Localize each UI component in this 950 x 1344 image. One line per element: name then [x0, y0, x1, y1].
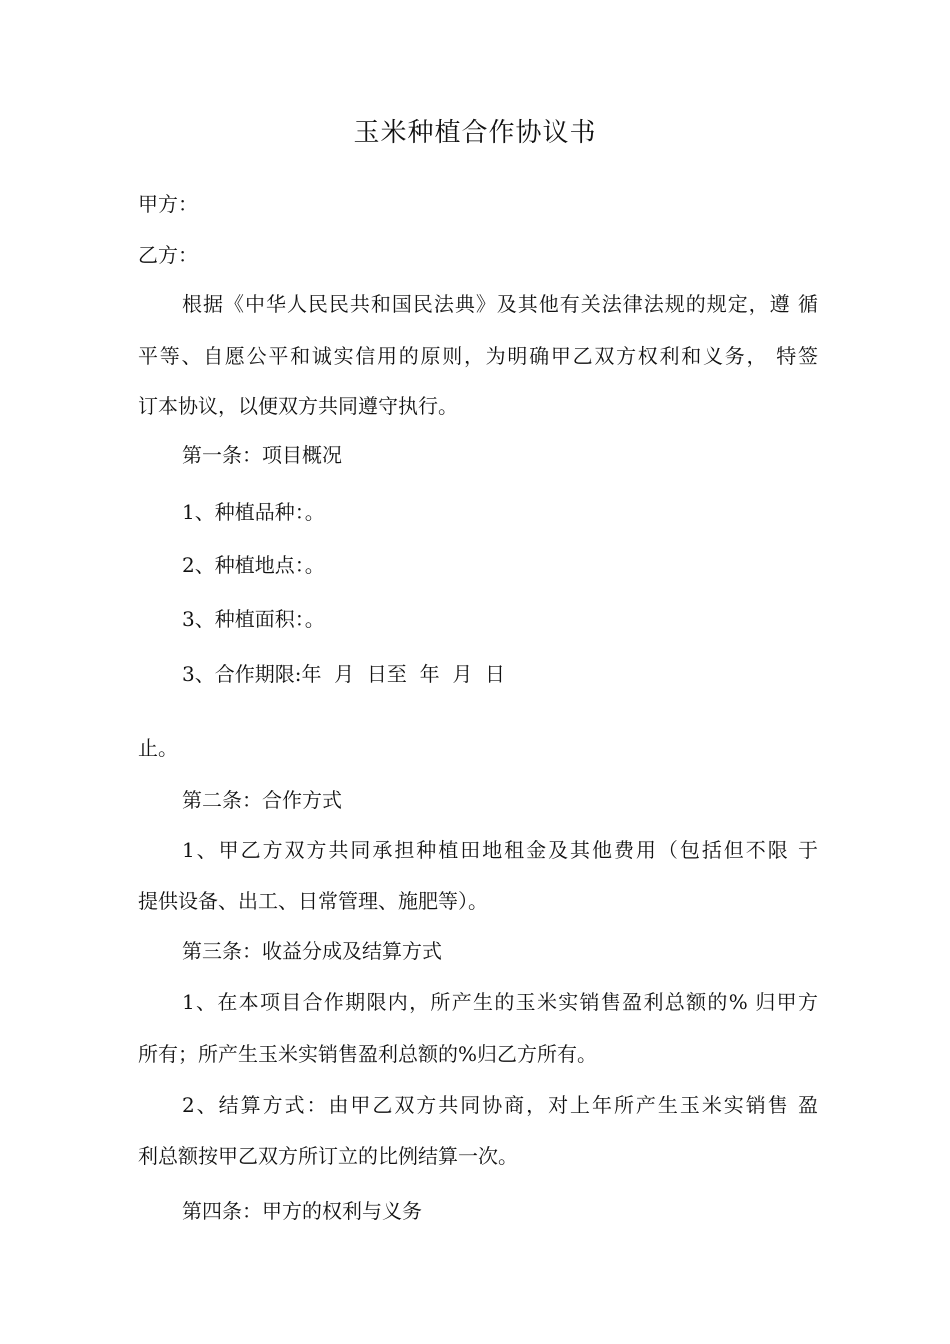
article-2-item-1-line-2: 提供设备、出工、日常管理、施肥等）。 — [138, 889, 488, 913]
preamble-line-3: 订本协议，以便双方共同遵守执行。 — [138, 394, 458, 418]
article-3-item-2-line-1: 2、结算方式：由甲乙双方共同协商，对上年所产生玉米实销售 盈 — [182, 1093, 818, 1117]
party-b-line: 乙方： — [138, 243, 198, 267]
article-1-item-3: 3、种植面积：。 — [182, 607, 325, 631]
party-a-line: 甲方： — [138, 192, 198, 216]
article-2-item-1-line-1: 1、甲乙方双方共同承担种植田地租金及其他费用（包括但不限 于 — [182, 838, 818, 862]
article-2-heading: 第二条：合作方式 — [182, 788, 342, 812]
article-1-item-1: 1、种植品种：。 — [182, 500, 325, 524]
preamble-line-2: 平等、自愿公平和诚实信用的原则，为明确甲乙双方权利和义务， 特签 — [138, 344, 818, 368]
article-1-item-2: 2、种植地点：。 — [182, 553, 325, 577]
article-3-item-2-line-2: 利总额按甲乙双方所订立的比例结算一次。 — [138, 1144, 518, 1168]
article-3-heading: 第三条：收益分成及结算方式 — [182, 939, 442, 963]
document-title: 玉米种植合作协议书 — [353, 118, 597, 148]
article-3-item-1-line-1: 1、在本项目合作期限内，所产生的玉米实销售盈利总额的% 归甲方 — [182, 990, 818, 1014]
article-1-heading: 第一条：项目概况 — [182, 443, 342, 467]
article-4-heading: 第四条：甲方的权利与义务 — [182, 1199, 422, 1223]
article-3-item-1-line-2: 所有；所产生玉米实销售盈利总额的%归乙方所有。 — [138, 1042, 598, 1066]
article-1-item-4-end: 止。 — [138, 736, 178, 760]
preamble-line-1: 根据《中华人民民共和国民法典》及其他有关法律法规的规定，遵 循 — [182, 292, 818, 316]
article-1-item-4: 3、合作期限:年 月 日至 年 月 日 — [182, 662, 506, 686]
